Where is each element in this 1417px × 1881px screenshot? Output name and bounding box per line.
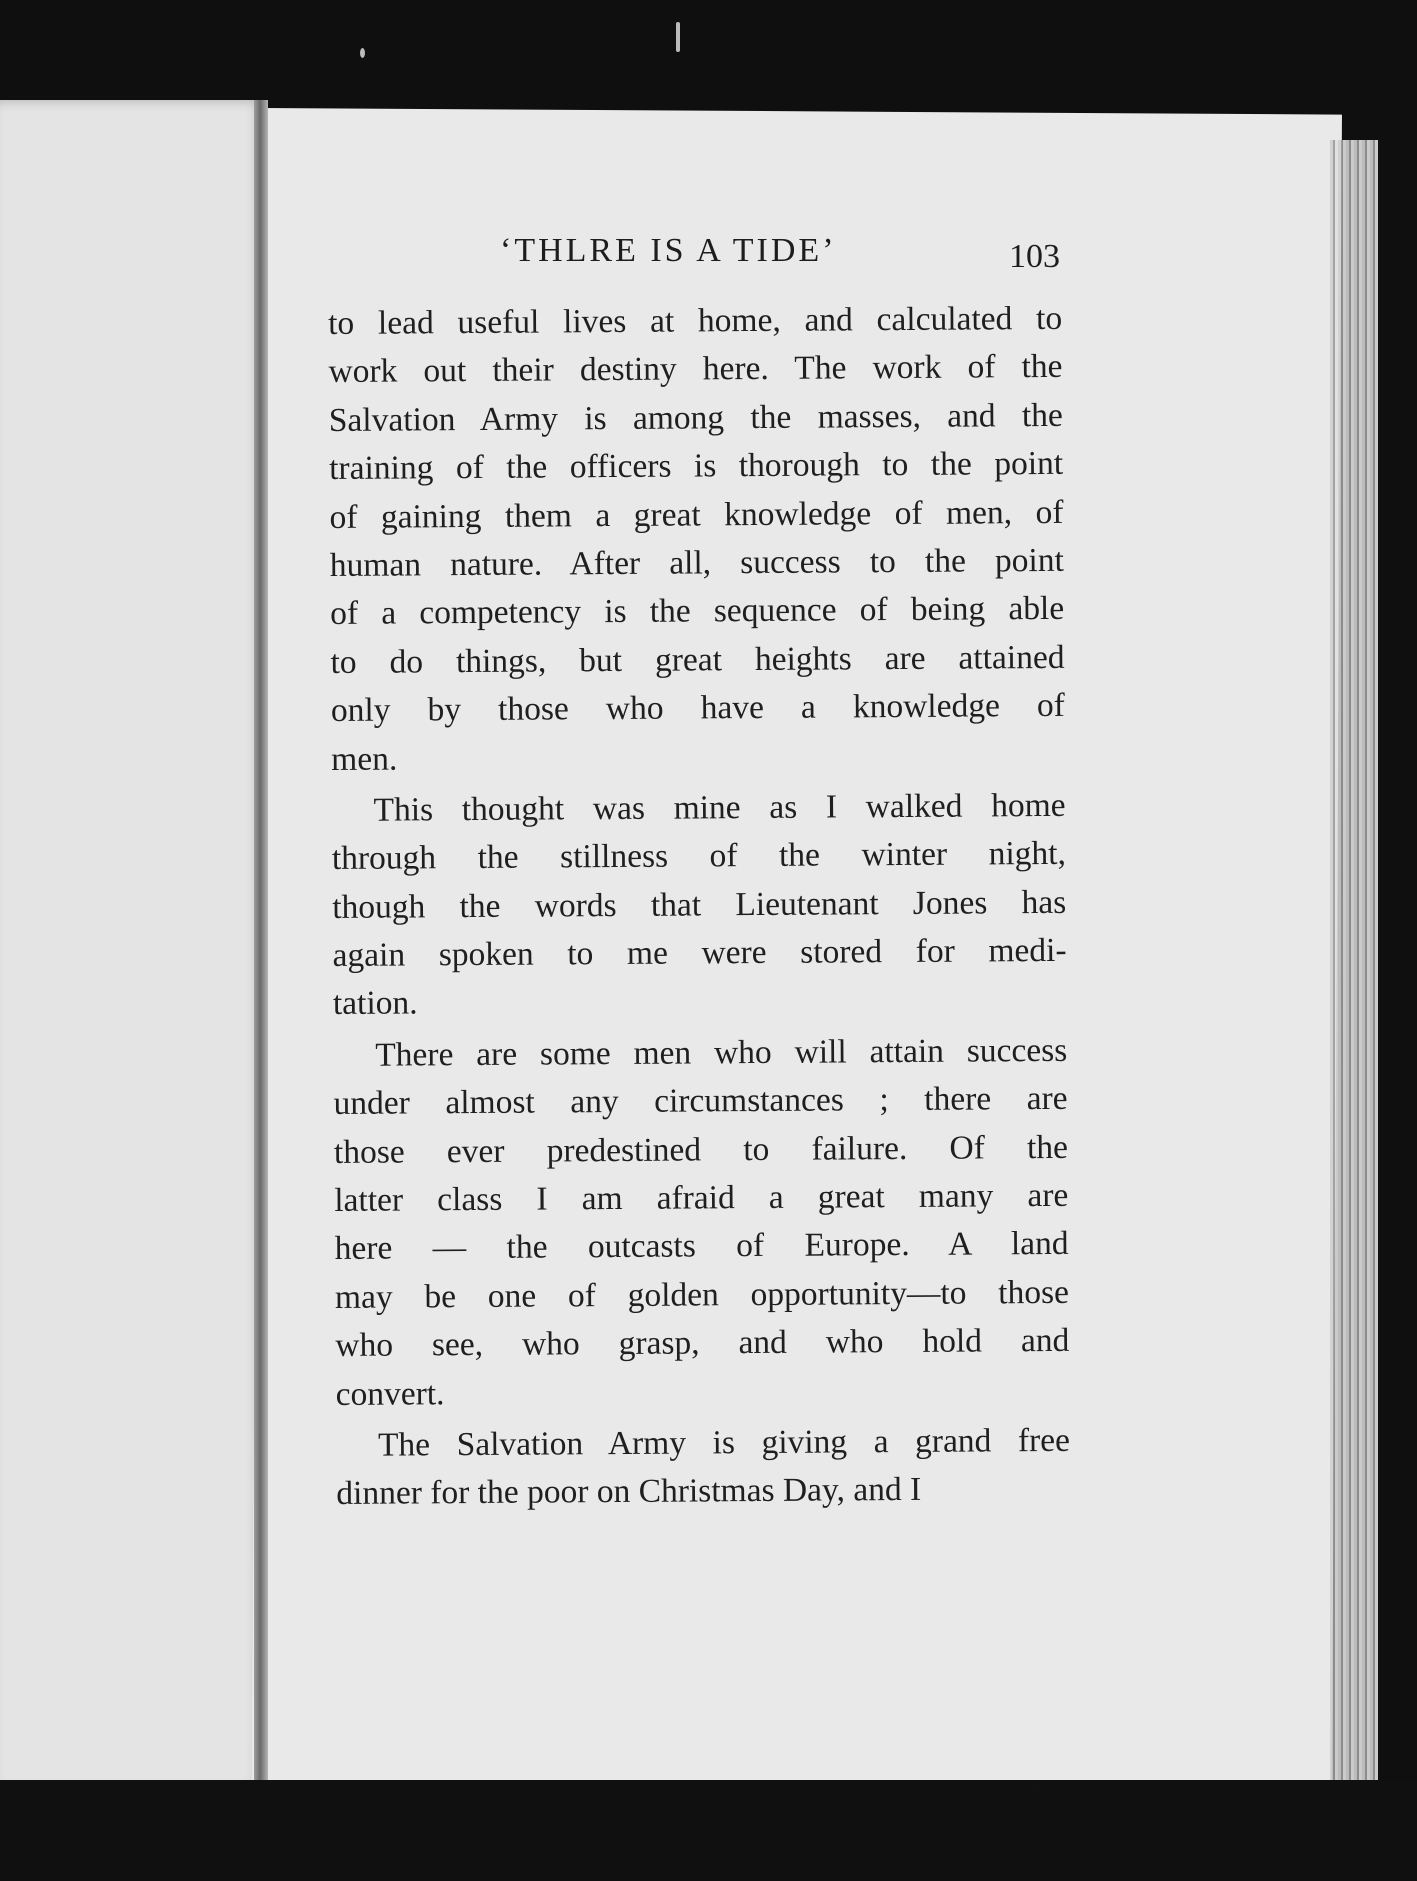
paragraph xyxy=(328,295,1065,784)
text-line: those ever predestined to failure. Of the xyxy=(333,1128,1069,1171)
text-line: again spoken to me were stored for medi- xyxy=(332,931,1067,975)
text-line: There are some men who will attain success xyxy=(375,1031,1068,1074)
paragraph xyxy=(331,782,1067,1029)
text-line: convert. xyxy=(335,1374,445,1413)
text-line: to do things, but great heights are attained xyxy=(330,638,1065,681)
text-line: though the words that Lieutenant Jones has xyxy=(332,883,1067,926)
text-line: work out their destiny here. The work of the xyxy=(328,348,1063,391)
page-number: 103 xyxy=(1009,238,1060,275)
paragraph xyxy=(333,1027,1070,1419)
body-text xyxy=(328,295,1071,1522)
scan-bottom-border xyxy=(0,1780,1417,1881)
text-line: human nature. After all, success to the point xyxy=(329,541,1064,584)
text-line: dinner for the poor on Christmas Day, and I xyxy=(336,1471,922,1513)
text-line: may be one of golden opportunity—to those xyxy=(334,1273,1070,1316)
dust-speck xyxy=(360,48,365,58)
text-line: This thought was mine as I walked home xyxy=(373,786,1066,829)
paragraph xyxy=(336,1417,1071,1519)
book-gutter xyxy=(254,100,268,1790)
running-head xyxy=(330,232,1060,282)
text-line: men. xyxy=(331,740,398,778)
text-line: The Salvation Army is giving a grand free xyxy=(377,1421,1071,1464)
text-line: latter class I am afraid a great many are xyxy=(334,1176,1069,1220)
running-title: ‘THLRE IS A TIDE’ xyxy=(500,232,837,269)
text-line: who see, who grasp, and who hold and xyxy=(335,1322,1070,1365)
text-line: here — the outcasts of Europe. A land xyxy=(334,1225,1069,1268)
text-line: through the stillness of the winter night, xyxy=(331,835,1067,878)
left-page xyxy=(0,100,266,1790)
text-line: under almost any circumstances ; there are xyxy=(333,1080,1068,1123)
dust-speck xyxy=(676,22,680,52)
ink-mark xyxy=(1034,1782,1043,1791)
text-line: training of the officers is thorough to the point xyxy=(329,445,1064,488)
page-edges xyxy=(1330,140,1378,1790)
text-line: of gaining them a great knowledge of men, of xyxy=(329,493,1064,536)
text-line: Salvation Army is among the masses, and the xyxy=(328,396,1063,439)
text-line: only by those who have a knowledge of xyxy=(330,686,1065,730)
text-line: to lead useful lives at home, and calculated to xyxy=(328,299,1063,342)
text-line: of a competency is the sequence of being able xyxy=(330,590,1065,633)
text-line: tation. xyxy=(332,984,418,1023)
